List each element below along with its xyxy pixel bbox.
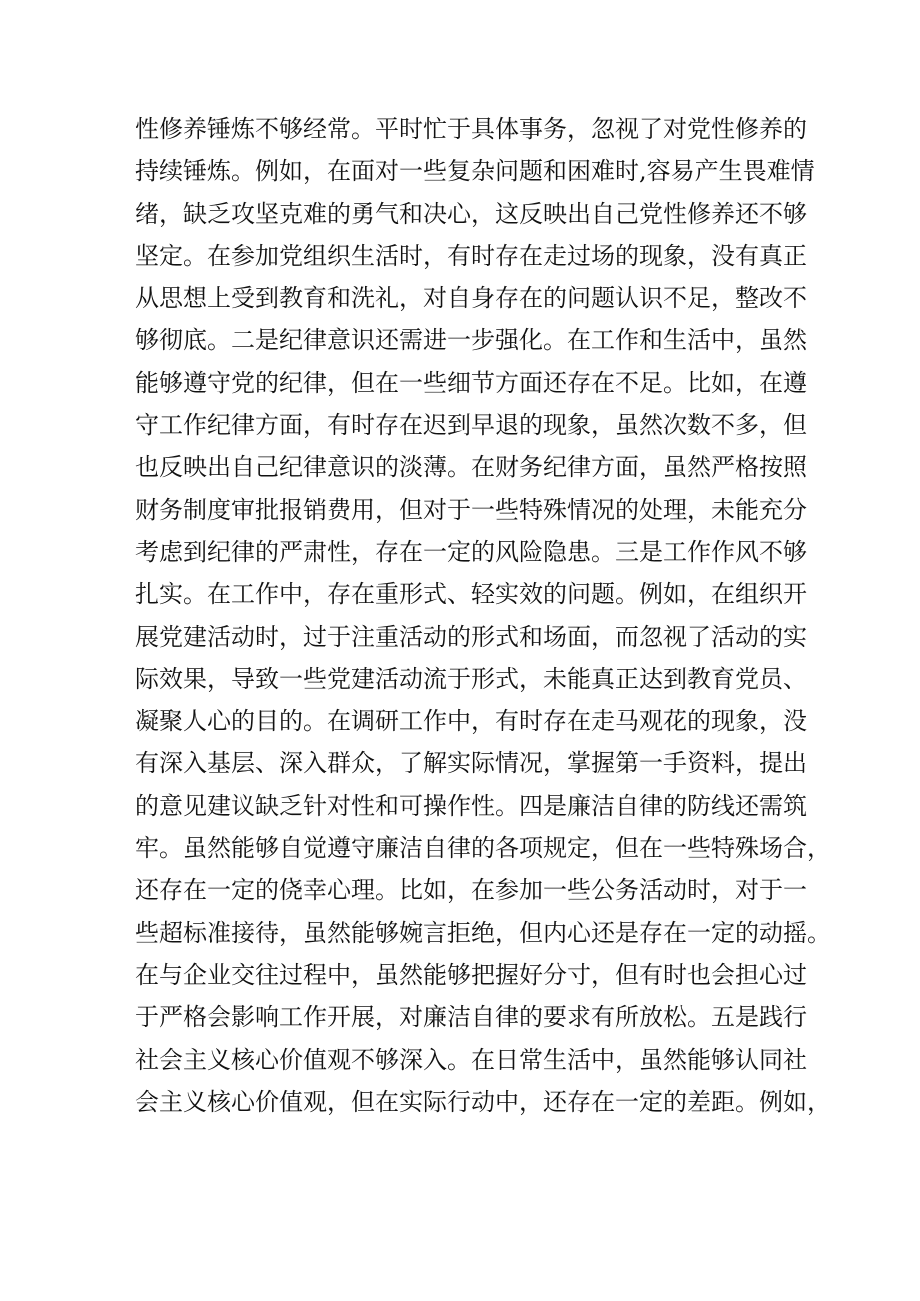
text-line: 守工作纪律方面，有时存在迟到早退的现象，虽然次数不多，但: [135, 411, 807, 440]
text-line: 凝聚人心的目的。在调研工作中，有时存在走马观花的现象，没: [135, 707, 807, 736]
text-line: 能够遵守党的纪律，但在一些细节方面还存在不足。比如，在遵: [135, 368, 807, 397]
text-line: 绪，缺乏攻坚克难的勇气和决心，这反映出自己党性修养还不够: [135, 199, 807, 228]
text-line: 些超标准接待，虽然能够婉言拒绝，但内心还是存在一定的动摇。: [135, 918, 831, 947]
text-line: 于严格会影响工作开展，对廉洁自律的要求有所放松。五是践行: [135, 1003, 807, 1032]
text-line: 际效果，导致一些党建活动流于形式，未能真正达到教育党员、: [135, 664, 807, 693]
text-line: 会主义核心价值观，但在实际行动中，还存在一定的差距。例如，: [135, 1087, 831, 1116]
text-line: 扎实。在工作中，存在重形式、轻实效的问题。例如，在组织开: [135, 580, 807, 609]
text-line: 在与企业交往过程中，虽然能够把握好分寸，但有时也会担心过: [135, 960, 807, 989]
text-line: 有深入基层、深入群众，了解实际情况，掌握第一手资料，提出: [135, 749, 807, 778]
text-line: 从思想上受到教育和洗礼，对自身存在的问题认识不足，整改不: [135, 284, 807, 313]
text-line: 展党建活动时，过于注重活动的形式和场面，而忽视了活动的实: [135, 622, 807, 651]
text-line: 持续锤炼。例如，在面对一些复杂问题和困难时,容易产生畏难情: [135, 157, 815, 186]
text-line: 牢。虽然能够自觉遵守廉洁自律的各项规定，但在一些特殊场合，: [135, 834, 831, 863]
text-line: 也反映出自己纪律意识的淡薄。在财务纪律方面，虽然严格按照: [135, 453, 807, 482]
text-line: 的意见建议缺乏针对性和可操作性。四是廉洁自律的防线还需筑: [135, 791, 807, 820]
text-line: 够彻底。二是纪律意识还需进一步强化。在工作和生活中，虽然: [135, 326, 807, 355]
body-text: [135, 108, 831, 1123]
text-line: 坚定。在参加党组织生活时，有时存在走过场的现象，没有真正: [135, 241, 807, 270]
text-line: 社会主义核心价值观不够深入。在日常生活中，虽然能够认同社: [135, 1045, 807, 1074]
text-line: 性修养锤炼不够经常。平时忙于具体事务，忽视了对党性修养的: [135, 115, 807, 143]
text-line: 还存在一定的侥幸心理。比如，在参加一些公务活动时，对于一: [135, 876, 807, 905]
text-line: 财务制度审批报销费用，但对于一些特殊情况的处理，未能充分: [135, 495, 807, 524]
text-line: 考虑到纪律的严肃性，存在一定的风险隐患。三是工作作风不够: [135, 537, 807, 566]
